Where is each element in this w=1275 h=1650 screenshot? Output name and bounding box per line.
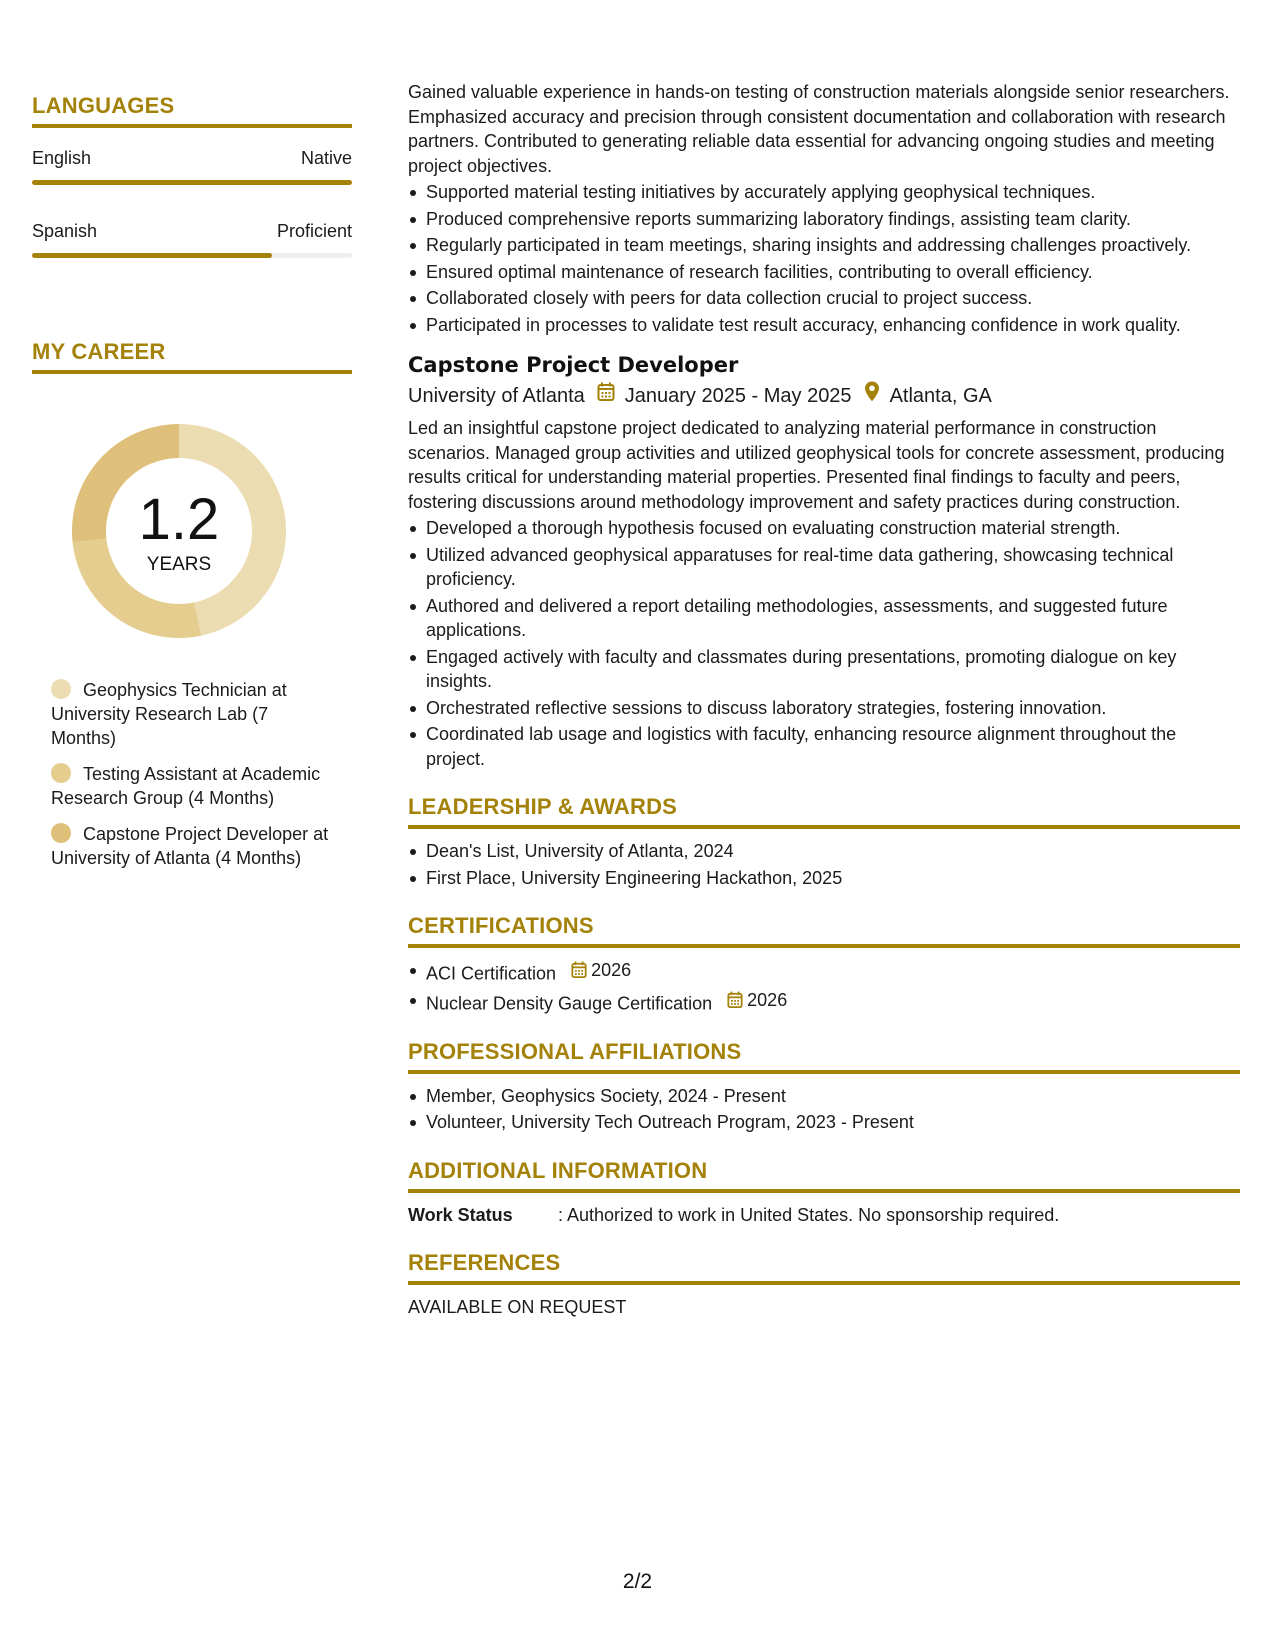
section-rule bbox=[408, 1281, 1240, 1285]
bullet-item: Authored and delivered a report detailing methodologies, assessments, and suggested future applications. bbox=[408, 594, 1240, 643]
language-name: Spanish bbox=[32, 221, 98, 241]
section-rule bbox=[408, 825, 1240, 829]
section-rule bbox=[32, 370, 352, 374]
career-legend-item bbox=[51, 822, 333, 870]
job-title: Capstone Project Developer bbox=[408, 353, 739, 377]
language-english bbox=[32, 146, 352, 185]
bullet-item: Developed a thorough hypothesis focused on evaluating construction material strength. bbox=[408, 516, 1240, 541]
calendar-icon bbox=[727, 991, 743, 1009]
awards-title: LEADERSHIP & AWARDS bbox=[408, 794, 678, 819]
affiliations-list bbox=[408, 1084, 1240, 1135]
sidebar bbox=[32, 92, 352, 882]
calendar-icon bbox=[571, 961, 587, 979]
career-total-years: 1.2 bbox=[138, 487, 220, 552]
bullet-item: Supported material testing initiatives by accurately applying geophysical techniques. bbox=[408, 180, 1240, 205]
certification-year: 2026 bbox=[747, 989, 788, 1010]
legend-dot bbox=[51, 763, 71, 783]
section-rule bbox=[408, 1070, 1240, 1074]
certification-name: Nuclear Density Gauge Certification bbox=[426, 993, 713, 1013]
work-status-key: Work Status bbox=[408, 1204, 513, 1225]
bullet-item: Produced comprehensive reports summarizing laboratory findings, assisting team clarity. bbox=[408, 207, 1240, 232]
language-proficiency-bar bbox=[32, 180, 352, 185]
career-item-label: Testing Assistant at Academic Research Group (4 Months) bbox=[51, 764, 321, 808]
references-text: AVAILABLE ON REQUEST bbox=[408, 1296, 627, 1317]
certifications-section bbox=[408, 912, 1240, 1016]
certification-item bbox=[408, 988, 1240, 1016]
calendar-icon bbox=[597, 382, 615, 410]
language-proficiency-fill bbox=[32, 180, 352, 185]
legend-dot bbox=[51, 679, 71, 699]
additional-info-section bbox=[408, 1157, 1240, 1227]
awards-section bbox=[408, 793, 1240, 890]
section-rule bbox=[408, 1189, 1240, 1193]
language-proficiency-bar bbox=[32, 253, 352, 258]
section-rule bbox=[408, 944, 1240, 948]
certification-name: ACI Certification bbox=[426, 963, 557, 984]
additional-info-title: ADDITIONAL INFORMATION bbox=[408, 1157, 708, 1183]
job-bullets bbox=[408, 516, 1240, 771]
affiliations-title: PROFESSIONAL AFFILIATIONS bbox=[408, 1038, 742, 1064]
bullet-item: Ensured optimal maintenance of research facilities, contributing to overall efficiency. bbox=[408, 260, 1240, 285]
bullet-item: Participated in processes to validate test result accuracy, enhancing confidence in work quality. bbox=[408, 313, 1240, 338]
certification-year: 2026 bbox=[591, 960, 632, 980]
references-title: REFERENCES bbox=[408, 1249, 561, 1275]
career-item-label: Geophysics Technician at University Research Lab (7 Months) bbox=[51, 680, 287, 748]
experience-summary: Gained valuable experience in hands-on testing of construction materials alongside senior researchers. Emphasized accuracy and precision through consistent documentation and collaboration with research partners. Contributed to generating reliable data essential for advancing ongoing studies and meeting project objectives. bbox=[408, 82, 1230, 176]
career-legend-item bbox=[51, 678, 333, 750]
career-item-label: Capstone Project Developer at University of Atlanta (4 Months) bbox=[51, 824, 329, 868]
job-location: Atlanta, GA bbox=[889, 384, 992, 407]
affiliation-item: Volunteer, University Tech Outreach Program, 2023 - Present bbox=[408, 1110, 1240, 1135]
bullet-item: Engaged actively with faculty and classmates during presentations, promoting dialogue on key insights. bbox=[408, 645, 1240, 694]
language-proficiency-fill bbox=[32, 253, 272, 258]
career-title: MY CAREER bbox=[32, 339, 166, 364]
certification-item bbox=[408, 958, 1240, 986]
job-meta bbox=[408, 381, 1240, 410]
certifications-title: CERTIFICATIONS bbox=[408, 913, 594, 938]
language-level: Native bbox=[300, 148, 352, 168]
experience-bullets bbox=[408, 180, 1240, 337]
page-number: 2/2 bbox=[622, 1570, 653, 1593]
certifications-list bbox=[408, 958, 1240, 1016]
references-section bbox=[408, 1249, 1240, 1320]
language-spanish bbox=[32, 219, 352, 258]
job-dates: January 2025 - May 2025 bbox=[624, 384, 852, 407]
career-legend-item bbox=[51, 762, 333, 810]
languages-title: LANGUAGES bbox=[32, 93, 175, 118]
job-summary: Led an insightful capstone project dedicated to analyzing material performance in construction scenarios. Managed group activities and utilized geophysical tools for concrete assessment, producing results critical for understanding material properties. Presented final findings to faculty and peers, fostering discussions around methodology improvement and safety practices during construction. bbox=[408, 418, 1225, 512]
bullet-item: Coordinated lab usage and logistics with faculty, enhancing resource alignment throughout the project. bbox=[408, 722, 1240, 771]
career-legend bbox=[51, 678, 333, 870]
main-content bbox=[408, 80, 1240, 1319]
career-donut-chart bbox=[66, 418, 292, 644]
language-level: Proficient bbox=[276, 221, 352, 241]
bullet-item: Collaborated closely with peers for data collection crucial to project success. bbox=[408, 286, 1240, 311]
awards-list bbox=[408, 839, 1240, 890]
location-pin-icon bbox=[864, 381, 880, 410]
award-item: First Place, University Engineering Hackathon, 2025 bbox=[408, 866, 1240, 891]
affiliation-item: Member, Geophysics Society, 2024 - Present bbox=[408, 1084, 1240, 1109]
legend-dot bbox=[51, 823, 71, 843]
affiliations-section bbox=[408, 1038, 1240, 1135]
work-status-row bbox=[408, 1203, 1240, 1227]
career-unit: YEARS bbox=[146, 554, 212, 575]
award-item: Dean's List, University of Atlanta, 2024 bbox=[408, 839, 1240, 864]
bullet-item: Orchestrated reflective sessions to discuss laboratory strategies, fostering innovation. bbox=[408, 696, 1240, 721]
job-org: University of Atlanta bbox=[408, 384, 585, 407]
bullet-item: Utilized advanced geophysical apparatuses for real-time data gathering, showcasing technical proficiency. bbox=[408, 543, 1240, 592]
bullet-item: Regularly participated in team meetings, sharing insights and addressing challenges proactively. bbox=[408, 233, 1240, 258]
language-name: English bbox=[32, 148, 92, 168]
work-status-value: : Authorized to work in United States. No sponsorship required. bbox=[558, 1204, 1060, 1225]
section-rule bbox=[32, 124, 352, 128]
